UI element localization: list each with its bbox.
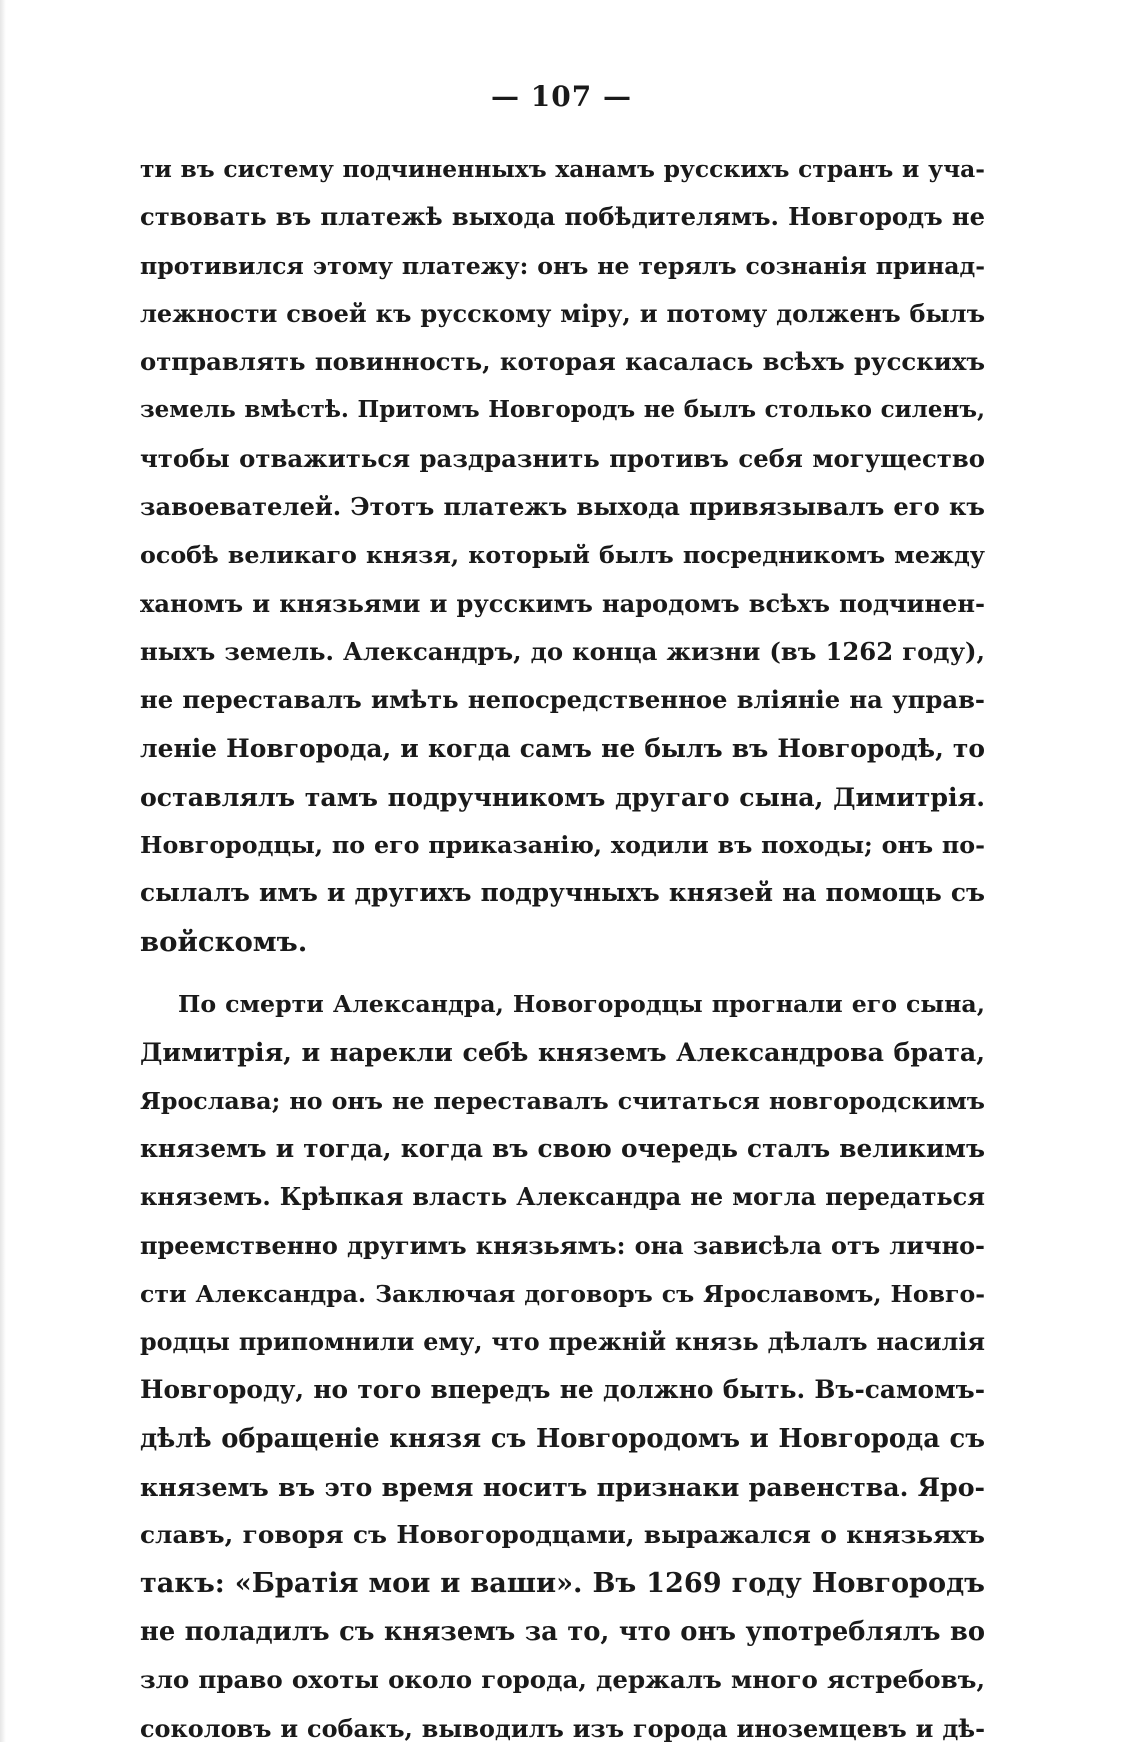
scan-edge-shadow [0, 0, 6, 1742]
text-line: противился этому платежу: онъ не терялъ сознанія принад- [140, 251, 985, 280]
text-line: не переставалъ имѣть непосредственное вліяніе на управ- [140, 685, 985, 715]
text-line: особѣ великаго князя, который былъ посредникомъ между [140, 541, 985, 570]
text-line: леніе Новгорода, и когда самъ не былъ въ Новгородѣ, то [140, 733, 985, 763]
text-line: родцы припомнили ему, что прежній князь дѣлалъ насилія [140, 1328, 985, 1357]
text-line: преемственно другимъ князьямъ: она зависѣла отъ лично- [140, 1231, 985, 1260]
text-line: княземъ. Крѣпкая власть Александра не могла передаться [140, 1182, 985, 1212]
text-line: земель вмѣстѣ. Притомъ Новгородъ не былъ столько силенъ, [140, 396, 985, 424]
text-line: ныхъ земель. Александръ, до конца жизни (въ 1262 году), [140, 636, 985, 666]
text-line: дѣлѣ обращеніе князя съ Новгородомъ и Новгорода съ [140, 1423, 985, 1454]
text-line: такъ: «Братія мои и ваши». Въ 1269 году Новгородъ [140, 1567, 985, 1599]
text-line: ствовать въ платежѣ выхода побѣдителямъ. Новгородъ не [140, 202, 985, 232]
text-line: Новгороду, но того впередъ не должно быть. Въ-самомъ- [140, 1375, 985, 1405]
text-line: сылалъ имъ и другихъ подручныхъ князей на помощь съ [140, 878, 985, 908]
text-line: Ярослава; но онъ не переставалъ считаться новгородскимъ [140, 1086, 985, 1115]
text-line: По смерти Александра, Новогородцы прогнали его сына, [178, 990, 985, 1019]
text-line: оставлялъ тамъ подручникомъ другаго сына, Димитрія. [140, 781, 985, 812]
text-line: Новгородцы, по его приказанію, ходили въ походы; онъ по- [140, 831, 985, 860]
text-line: княземъ въ это время носитъ признаки равенства. Яро- [140, 1472, 985, 1503]
text-line: Димитрія, и нарекли себѣ княземъ Александрова брата, [140, 1037, 985, 1068]
text-line: не поладилъ съ княземъ за то, что онъ употреблялъ во [140, 1616, 985, 1647]
paragraph-2 [140, 980, 985, 1753]
text-line: княземъ и тогда, когда въ свою очередь сталъ великимъ [140, 1133, 985, 1163]
page-body [140, 145, 985, 1753]
text-line: соколовъ и собакъ, выводилъ изъ города иноземцевъ и дѣ- [140, 1714, 985, 1743]
text-line: ти въ систему подчиненныхъ ханамъ русскихъ странъ и уча- [140, 155, 985, 183]
text-line: войскомъ. [140, 925, 308, 958]
text-line: славъ, говоря съ Новогородцами, выражался о князьяхъ [140, 1520, 985, 1550]
page-number: — 107 — [491, 80, 632, 113]
text-line: зло право охоты около города, держалъ много ястребовъ, [140, 1665, 985, 1695]
paragraph-1 [140, 145, 985, 966]
text-line: ханомъ и князьями и русскимъ народомъ всѣхъ подчинен- [140, 588, 985, 618]
text-line: отправлять повинность, которая касалась всѣхъ русскихъ [140, 347, 985, 377]
paragraph-spacer [140, 966, 985, 980]
text-line: завоевателей. Этотъ платежъ выхода привязывалъ его къ [140, 492, 985, 522]
text-line: чтобы отважиться раздразнить противъ себя могущество [140, 443, 985, 473]
text-line: сти Александра. Заключая договоръ съ Ярославомъ, Новго- [140, 1279, 985, 1308]
text-line: лежности своей къ русскому міру, и потому долженъ былъ [140, 298, 985, 328]
